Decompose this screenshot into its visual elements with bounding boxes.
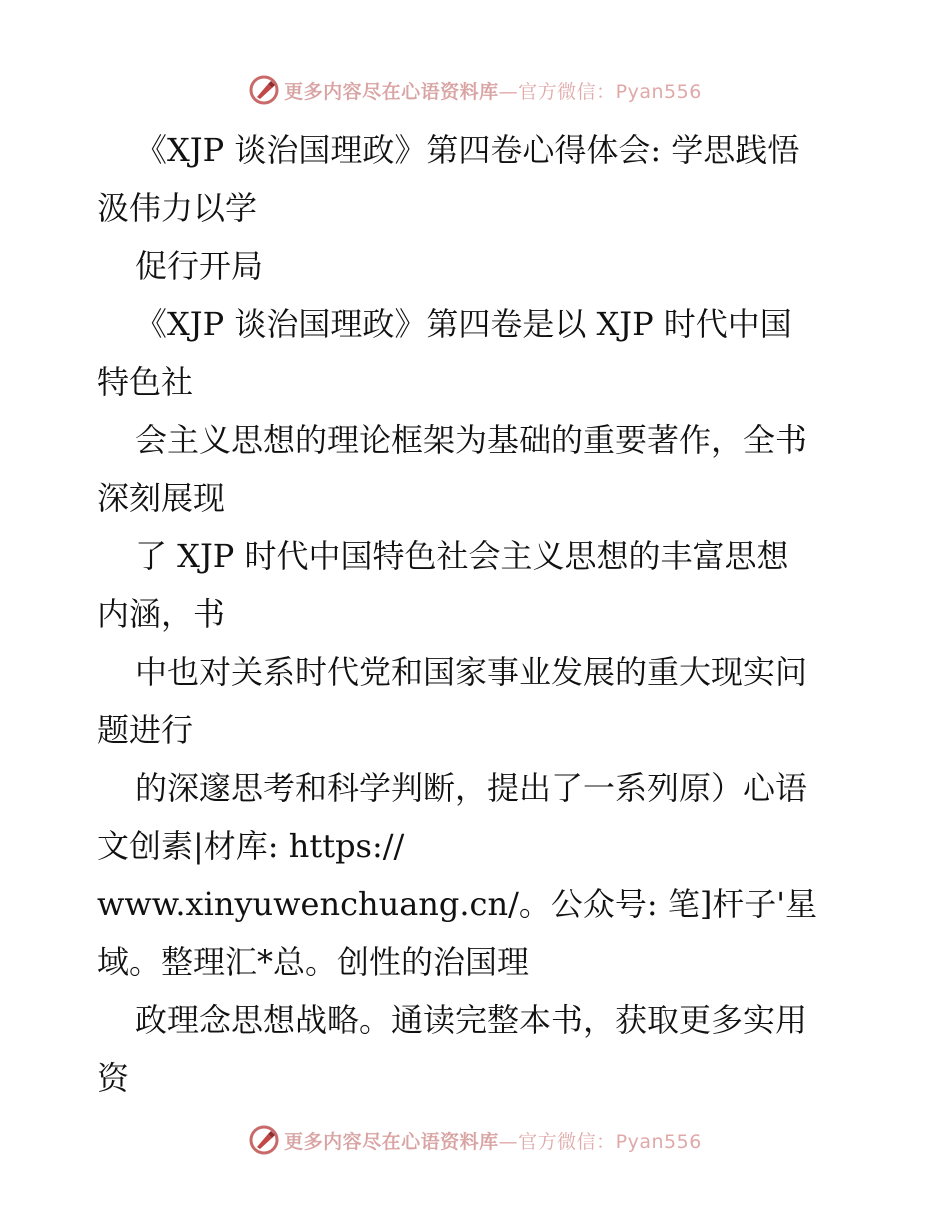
footer-watermark <box>0 1120 950 1160</box>
text-line: 了 XJP 时代中国特色社会主义思想的丰富思想 <box>135 537 789 575</box>
link-line: www.xinyuwenchuang.cn/。公众号: 笔]杆子'星 <box>97 885 818 923</box>
text-line: 域。整理汇*总。创性的治国理 <box>97 943 530 981</box>
text-line: 会主义思想的理论框架为基础的重要著作，全书 <box>135 421 808 459</box>
pen-nib-circle-icon <box>248 1124 280 1156</box>
pen-nib-circle-icon <box>248 74 280 106</box>
text-line: 资 <box>97 1059 130 1097</box>
text-line: 《XJP 谈治国理政》第四卷是以 XJP 时代中国 <box>135 305 792 343</box>
text-line: 特色社 <box>97 363 194 401</box>
text-line: 促行开局 <box>135 247 264 285</box>
text-line: 题进行 <box>97 711 194 749</box>
text-line: 深刻展现 <box>97 479 226 517</box>
watermark-text <box>284 1127 702 1154</box>
text-line: 《XJP 谈治国理政》第四卷心得体会: 学思践悟 <box>135 131 800 169</box>
watermark-sub: —官方微信：Pyan556 <box>498 1130 702 1153</box>
text-line: 中也对关系时代党和国家事业发展的重大现实问 <box>135 653 808 691</box>
watermark-main: 更多内容尽在心语资料库 <box>284 1130 499 1153</box>
watermark-sub: —官方微信：Pyan556 <box>498 80 702 103</box>
text-line: 政理念思想战略。通读完整本书，获取更多实用 <box>135 1001 808 1039</box>
document-body <box>97 121 857 1107</box>
text-line: 汲伟力以学 <box>97 189 258 227</box>
watermark-main: 更多内容尽在心语资料库 <box>284 80 499 103</box>
watermark-text <box>284 77 702 104</box>
header-watermark <box>0 70 950 110</box>
text-line: 内涵，书 <box>97 595 226 633</box>
link-line: 文创素|材库: https:// <box>97 827 405 865</box>
text-line: 的深邃思考和科学判断，提出了一系列原）心语 <box>135 769 808 807</box>
